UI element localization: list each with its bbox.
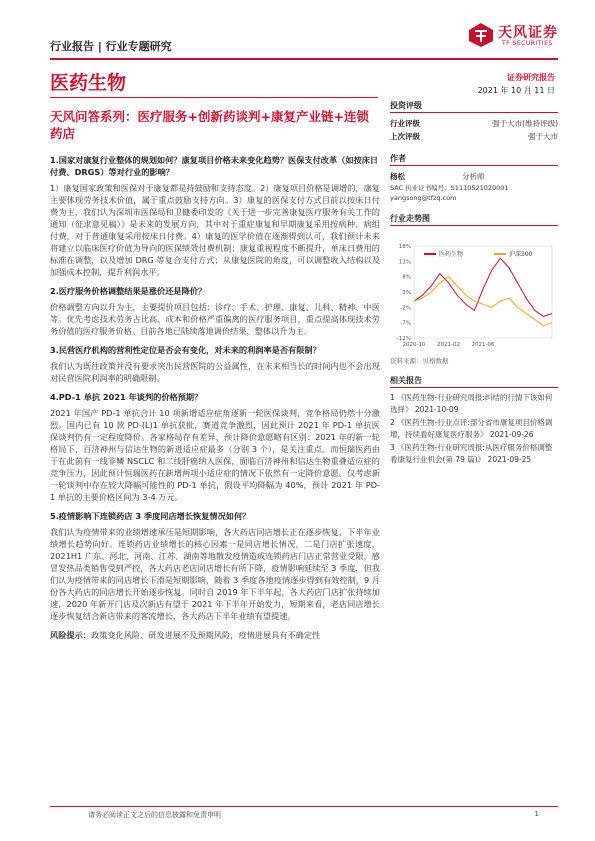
author-heading: 作者 (390, 153, 558, 166)
section-3 (50, 344, 380, 384)
trend-block (390, 213, 558, 365)
y-tick-label: -12% (396, 336, 411, 342)
rating-heading: 投资评级 (390, 100, 558, 113)
industry-rating-row (390, 117, 558, 130)
logo-cn-text: 天风证券 (498, 25, 558, 41)
section-question: 5.疫情影响下连锁药店 3 季度同店增长恢复情况如何？ (50, 511, 251, 521)
y-tick-label: 8% (402, 274, 411, 281)
section-paragraph: 1）康复国家政策和医保对于康复都是持鼓励和支持态度。2）康复项目价格是调增的，康复主要体现劳务技术价值，属于重点鼓励支持方向。3）康复的医保支付方式目前以按床日付费为主，我们认为深圳市医保局和卫健委印发的《关于进一步完善康复医疗服务有关工作的通知（征求意见稿）》是未来的发展方向，其中对于重症康复和早期康复采用按病种、病组付费，对于普通康复采用按床日付费。4）康复的医学价值在逐渐得到认可，我们预计未来将建立以临床医疗价值为导向的医保绩效付费机制；康复重视程度不断提升，单床日费用的标准在调整，以及增加 DRG 等复合支付方式；从康复医院的角度，可以调整收入结构以及加强成本控制，提升利润水平。 (50, 183, 380, 277)
report-title: 天风问答系列：医疗服务+创新药谈判+康复产业链+连锁药店 (50, 109, 369, 141)
prev-rating-value: 强于大市 (528, 132, 558, 141)
section-question: 2.医疗服务价格调整结果是涨价还是降价？ (50, 286, 207, 296)
author-cert: SAC 执业证书编号：S1110521020001 (390, 184, 509, 192)
y-tick-label: 13% (398, 259, 411, 266)
y-tick-label: 3% (402, 290, 411, 296)
series-line (414, 277, 552, 326)
section-paragraph: 2021 年国产 PD-1 单抗合计 10 项新增适应症角逐新一轮医保谈判，竞争格局仍然十分激烈。国内已有 10 款 PD-(L)1 单抗获批，赛道竞争激烈，因此预计 2021 年 PD-1 单抗医保谈判仍有一定程度降价。各家格局存有差异，预计降价意愿略有区别：2021 年的新一轮格局下，百济神州与信达生物的新进适应症最多（分别 3 个），是关注重点。而恒瑞医药由于在此前有一线非鳞 NSCLC 和二线肝癌纳入医保，面临百济神州和信达生物重叠适应症的竞争压力，因此预计恒瑞医药在新增两项小适应症的情况下依然有一定降价意愿。仅考虑新一轮谈判中存在较大降幅可能性的 PD-1 单抗，假设平均降幅为 40%，预计 2021 年 PD-1 单抗的主要价格区间为 3-4 万元。 (50, 408, 380, 502)
related-block (390, 375, 558, 465)
report-date: 2021 年 10 月 11 日 (477, 86, 555, 95)
rating-block (390, 100, 558, 143)
author-title: 分析师 (462, 172, 485, 181)
legend-label: 沪深300 (509, 251, 533, 258)
section-1 (50, 154, 380, 278)
section-2 (50, 285, 380, 337)
sector-rule (50, 97, 378, 98)
page-number: 1 (534, 810, 539, 818)
author-email[interactable]: yangsong@tfzq.com (390, 194, 457, 202)
section-paragraph: 我们认为既往政策并没有要求突出民营医院的公益属性，在未来相当长的时间内也不会出现对民营医院利润率的明确限制。 (50, 361, 380, 383)
prev-rating-label: 上次评级 (390, 132, 420, 141)
legend-label: 医药生物 (439, 251, 464, 258)
section-paragraph: 价格调整方向以升为主，主要提价项目包括：诊疗、手术、护理、康复、儿科、精神、中医等。优先考虑技术劳务占比高、成本和价格严重偏离的医疗服务项目，重点提高体现技术劳务价值的医疗服务价格。目前各地已陆续落地调价结果，整体以升为主。 (50, 302, 380, 336)
risk-note (50, 629, 380, 641)
report-category: 行业报告 | 行业专题研究 (50, 40, 172, 53)
industry-rating-value: 强于大市(维持评级) (492, 119, 558, 128)
related-report-link[interactable]: 2 《医药生物-行业点评:部分省市康复项目价格调增，持续看好康复医疗服务》 2021-09-26 (390, 418, 553, 439)
y-tick-label: -2% (400, 305, 411, 312)
x-tick-label: 2021-06 (471, 342, 495, 348)
section-question: 1.国家对康复行业整体的规划如何？康复项目价格未来变化趋势？医保支付改革（如按床日付费、DRGS）等对行业的影响？ (50, 155, 379, 177)
sector-name: 医药生物 (50, 72, 127, 94)
y-tick-label: 18% (398, 244, 411, 250)
section-paragraph: 我们认为疫情带来的业绩增速承压是短期影响，各大药店同店增长正在逐步恢复，下半年业绩增长趋势向好。连锁药店业绩增长的核心因素一是同店增长情况，二是门店扩张速度，2021H1 广东、河北、河南、江苏、湖南等地散发疫情造成连锁药店门店正常营业受限，感冒发热品类销售受到严控，各大药店老店同店增长有所下降，疫情影响延续至 3 季度，但我们认为疫情带来的同店增长下滑是短期影响，随着 3 季度各地疫情逐步得到有效控制，9 月份各大药店的同店增长开始逐步恢复。同时自 2019 年下半年起，各大药店门店扩张持续加速，2020 年新开门店及次新店有望于 2021 年下半年开始发力，短期来看，老店同店增长逐步恢复结合新店带来的客流增长，各大药店下半年业绩有望提速。 (50, 527, 380, 621)
section-4 (50, 391, 380, 503)
x-tick-label: 2021-02 (437, 342, 460, 348)
footer-rule (50, 806, 558, 807)
sidebar (390, 100, 558, 467)
y-tick-label: -7% (400, 320, 411, 327)
risk-text: 政策变化风险、研发进展不及预期风险，疫情进展具有不确定性 (90, 630, 321, 640)
trend-chart (390, 234, 558, 352)
company-logo (468, 20, 558, 52)
section-5 (50, 510, 380, 622)
risk-label: 风险提示： (50, 630, 91, 640)
related-report-link[interactable]: 1 《医药生物-行业研究周报:纠结的行情下该如何选择》 2021-10-09 (390, 393, 553, 414)
related-list (390, 392, 558, 465)
report-type: 证券研究报告 (507, 73, 555, 82)
section-question: 3.民营医疗机构的营利性定位是否会有变化，对未来的利润率是否有限制？ (50, 345, 321, 355)
section-question: 4.PD-1 单抗 2021 年谈判的价格预期？ (50, 392, 203, 402)
author-name: 杨松 (390, 172, 405, 181)
plot-frame (414, 246, 552, 338)
series-line (414, 258, 552, 316)
industry-rating-label: 行业评级 (390, 119, 420, 128)
author-row (390, 170, 558, 183)
footer-disclaimer: 请务必阅读正文之后的信息披露和免责申明 (88, 811, 221, 819)
prev-rating-row (390, 130, 558, 143)
logo-mark-icon (468, 22, 494, 48)
logo-en-text: TF SECURITIES (502, 40, 553, 47)
related-heading: 相关报告 (390, 375, 558, 388)
author-block (390, 153, 558, 203)
chart-source: 资料来源：贝格数据 (390, 357, 449, 365)
header-rule (50, 58, 558, 60)
x-tick-label: 2020-10 (402, 342, 426, 348)
trend-heading: 行业走势图 (390, 213, 558, 226)
related-report-link[interactable]: 3 《医药生物-行业研究周报:从医疗服务价格调整看康复行业机会(第 79 篇)》 2021-09-25 (390, 443, 553, 464)
main-content (50, 154, 380, 641)
